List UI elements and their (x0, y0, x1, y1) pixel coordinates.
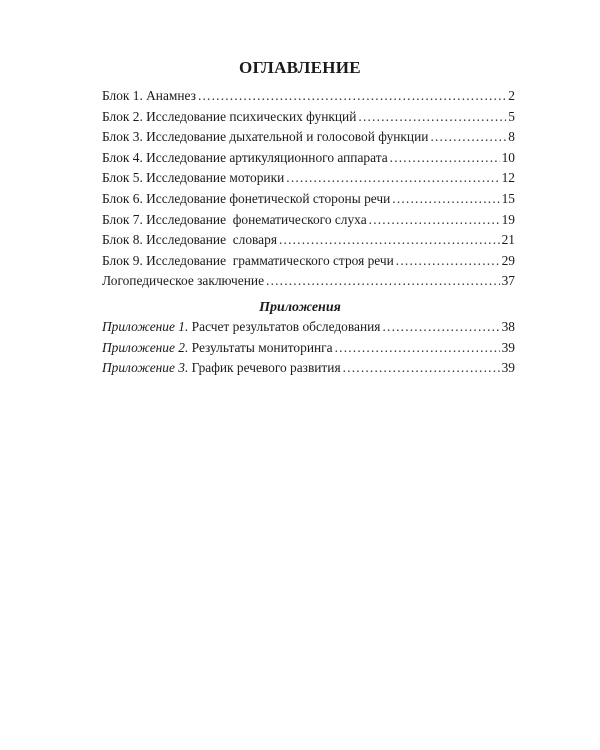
toc-entry-page: 12 (501, 170, 515, 186)
toc-entry (102, 232, 515, 253)
dot-leader (343, 360, 500, 376)
dot-leader (396, 253, 500, 269)
dot-leader (286, 170, 499, 186)
toc-entry-text: Блок 2. Исследование психических функций (102, 108, 357, 124)
appendix-title: Расчет результатов обследования (188, 319, 381, 334)
dot-leader (266, 273, 500, 289)
toc-entry-page: 8 (508, 129, 515, 145)
appendix-lead: Приложение 2. (102, 339, 189, 355)
toc-entry-page: 10 (501, 149, 515, 165)
toc-entry (102, 109, 515, 130)
appendix-entry-page: 39 (501, 339, 515, 355)
toc-list (102, 88, 515, 294)
appendix-list (102, 319, 515, 381)
appendix-title: Результаты мониторинга (188, 339, 333, 355)
toc-entry-page: 15 (501, 190, 515, 206)
appendix-entry-page: 38 (501, 319, 515, 334)
dot-leader (358, 109, 506, 125)
toc-entry-text: Блок 6. Исследование фонетической стороны речи (102, 190, 391, 206)
appendix-entry-page: 39 (501, 360, 515, 376)
appendix-entry-text (102, 319, 380, 335)
toc-entry-text: Блок 3. Исследование дыхательной и голосовой функции (102, 129, 429, 145)
appendix-lead: Приложение 3. (102, 360, 189, 376)
toc-entry (102, 273, 515, 294)
appendix-entry (102, 340, 515, 361)
dot-leader (279, 232, 500, 248)
appendix-lead: Приложение 1. (102, 319, 189, 334)
toc-entry (102, 212, 515, 233)
toc-entry-page: 5 (508, 108, 515, 124)
dot-leader (382, 319, 499, 335)
dot-leader (430, 129, 506, 145)
dot-leader (369, 212, 500, 228)
toc-entry (102, 88, 515, 109)
toc-entry-page: 21 (501, 232, 515, 248)
toc-entry (102, 129, 515, 150)
toc-entry-text: Логопедическое заключение (102, 273, 265, 289)
dot-leader (198, 88, 506, 104)
appendix-entry (102, 319, 515, 340)
toc-entry (102, 150, 515, 171)
toc-entry-text: Блок 5. Исследование моторики (102, 170, 285, 186)
toc-entry-text: Блок 8. Исследование словаря (102, 232, 277, 248)
toc-entry-page: 2 (508, 88, 515, 103)
toc-entry-text: Блок 4. Исследование артикуляционного аппарата (102, 149, 388, 165)
appendix-entry-text (102, 360, 341, 376)
toc-entry-page: 29 (501, 252, 515, 268)
toc-entry (102, 191, 515, 212)
dot-leader (335, 340, 500, 356)
toc-entry-page: 37 (501, 273, 515, 289)
toc-title: ОГЛАВЛЕНИЕ (239, 58, 361, 77)
dot-leader (390, 150, 500, 166)
appendix-entry-text (102, 340, 333, 356)
appendix-entry (102, 360, 515, 381)
dot-leader (392, 191, 499, 207)
toc-entry-text: Блок 9. Исследование грамматического строя речи (102, 252, 394, 268)
toc-entry (102, 253, 515, 274)
appendix-title: График речевого развития (188, 360, 341, 376)
toc-entry (102, 170, 515, 191)
appendix-heading: Приложения (259, 300, 341, 315)
toc-entry-text: Блок 7. Исследование фонематического слуха (102, 211, 367, 227)
toc-entry-page: 19 (501, 211, 515, 227)
toc-entry-text: Блок 1. Анамнез (102, 88, 196, 103)
